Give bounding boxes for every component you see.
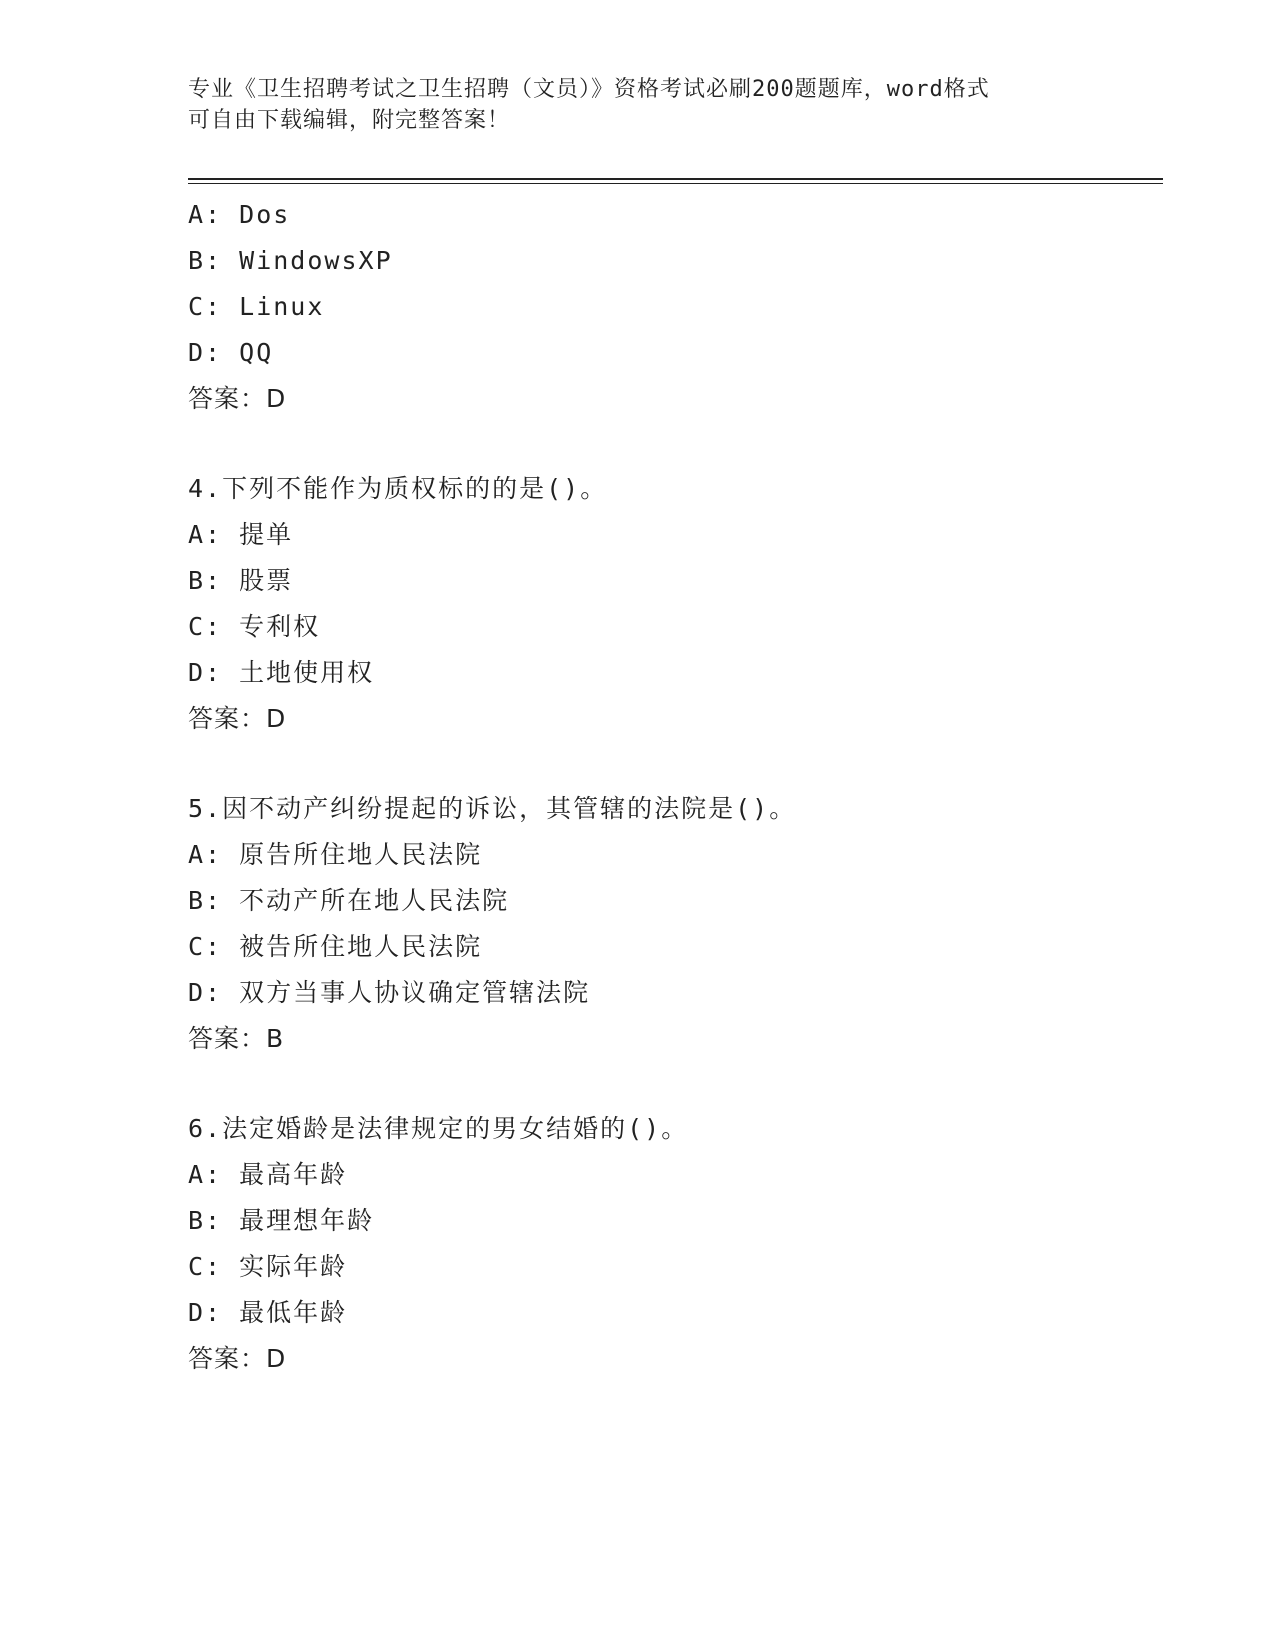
- option-b: B: 股票: [188, 566, 294, 595]
- answer-line: 答案：B: [188, 1024, 285, 1053]
- option-a: A: 原告所住地人民法院: [188, 840, 483, 869]
- option-b: B: WindowsXP: [188, 246, 393, 275]
- option-d: D: 双方当事人协议确定管辖法院: [188, 978, 591, 1007]
- question-text: 5.因不动产纠纷提起的诉讼，其管辖的法院是()。: [188, 794, 797, 823]
- header-divider-thin: [188, 183, 1163, 184]
- question-block-3: [188, 192, 1163, 422]
- option-a: A: Dos: [188, 200, 291, 229]
- option-c: C: 被告所住地人民法院: [188, 932, 483, 961]
- document-header: [188, 74, 1078, 136]
- question-block-4: [188, 466, 1163, 742]
- option-d: D: 最低年龄: [188, 1298, 348, 1327]
- option-d: D: 土地使用权: [188, 658, 375, 687]
- header-line-2: 可自由下载编辑，附完整答案！: [188, 108, 511, 133]
- answer-line: 答案：D: [188, 384, 287, 413]
- option-c: C: Linux: [188, 292, 325, 321]
- option-d: D: QQ: [188, 338, 274, 367]
- question-block-6: [188, 1106, 1163, 1382]
- question-list: [188, 192, 1163, 1382]
- answer-line: 答案：D: [188, 704, 287, 733]
- option-c: C: 实际年龄: [188, 1252, 348, 1281]
- option-c: C: 专利权: [188, 612, 321, 641]
- header-line-1: 专业《卫生招聘考试之卫生招聘（文员）》资格考试必刷200题题库，word格式: [188, 77, 990, 102]
- option-b: B: 不动产所在地人民法院: [188, 886, 510, 915]
- question-block-5: [188, 786, 1163, 1062]
- option-a: A: 提单: [188, 520, 294, 549]
- question-text: 6.法定婚龄是法律规定的男女结婚的()。: [188, 1114, 689, 1143]
- header-divider-thick: [188, 178, 1163, 180]
- answer-line: 答案：D: [188, 1344, 287, 1373]
- question-text: 4.下列不能作为质权标的的是()。: [188, 474, 608, 503]
- option-a: A: 最高年龄: [188, 1160, 348, 1189]
- option-b: B: 最理想年龄: [188, 1206, 375, 1235]
